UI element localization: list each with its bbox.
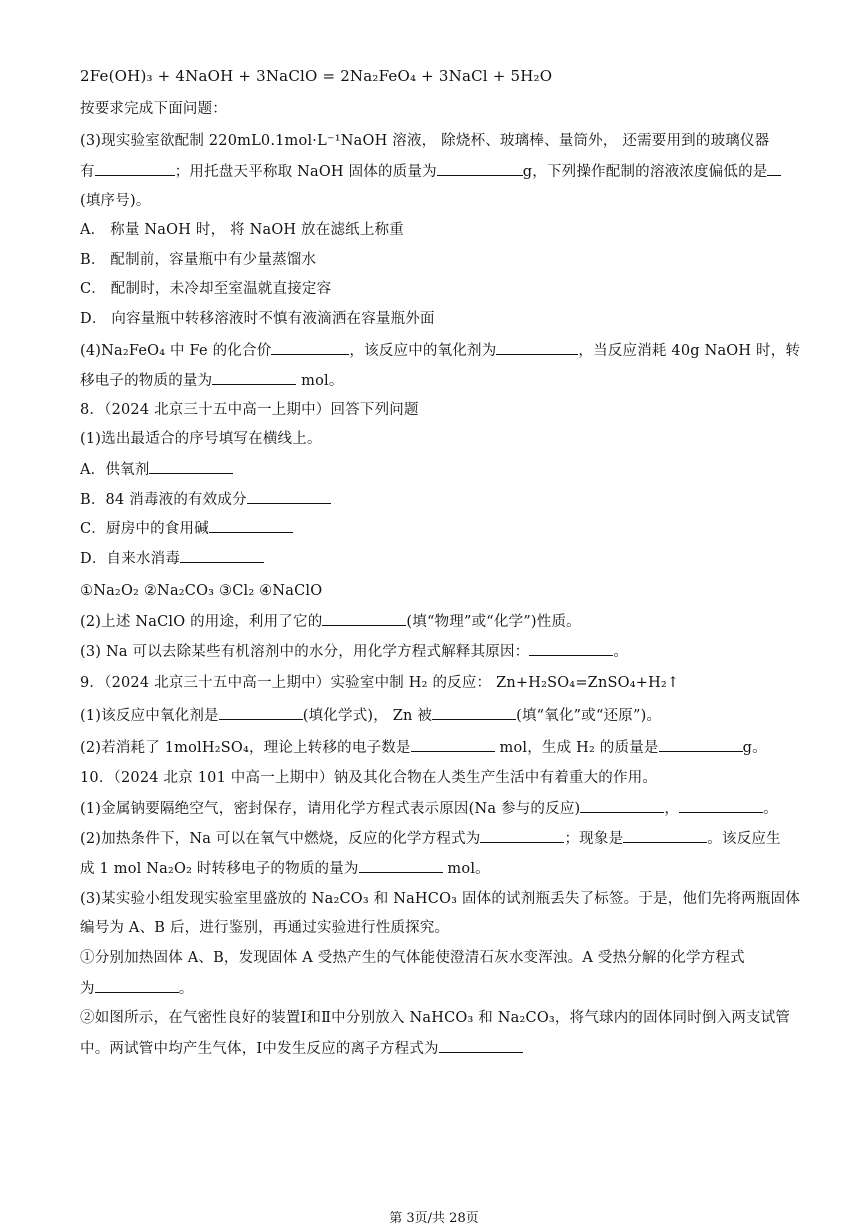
line-text: C． 配制时，未冷却至室温就直接定容 (80, 281, 332, 297)
line-text: ，当反应消耗 40g NaOH 时，转 (578, 343, 801, 359)
line-text: mol。 (442, 861, 490, 877)
line-text: B． 配制前，容量瓶中有少量蒸馏水 (80, 252, 317, 268)
answer-blank[interactable] (95, 978, 179, 993)
line-text: 。 (763, 801, 778, 817)
answer-blank[interactable] (679, 798, 763, 813)
text-line (80, 309, 435, 329)
line-text: ；现象是 (564, 831, 624, 847)
line-text: 10．（2024 北京 101 中高一上期中）钠及其化合物在人类生产生活中有着重大的作用。 (80, 770, 658, 786)
line-text: (3) Na 可以去除某些有机溶剂中的水分，用化学方程式解释其原因： (80, 644, 530, 660)
line-text: 。该反应生 (707, 831, 781, 847)
line-text: (2)若消耗了 1molH₂SO₄，理论上转移的电子数是 (80, 740, 411, 756)
answer-blank[interactable] (496, 340, 578, 355)
text-line (80, 250, 316, 270)
line-text: g，下列操作配制的溶液浓度偏低的是 (522, 164, 768, 180)
line-text: 2Fe(OH)₃ + 4NaOH + 3NaClO = 2Na₂FeO₄ + 3NaCl + 5H₂O (80, 67, 553, 85)
text-line (80, 611, 581, 632)
text-line (80, 673, 679, 693)
text-line (80, 581, 322, 601)
line-text: 按要求完成下面问题： (80, 101, 227, 117)
text-line (80, 518, 293, 539)
line-text: ；用托盘天平称取 NaOH 固体的质量为 (174, 164, 437, 180)
text-line (80, 768, 657, 788)
text-line (80, 370, 344, 391)
line-text: 有 (80, 164, 95, 180)
line-text: D．自来水消毒 (80, 551, 181, 567)
line-text: (1)选出最适合的序号填写在横线上。 (80, 431, 322, 447)
line-text: mol。 (296, 373, 344, 389)
text-line (80, 191, 151, 211)
answer-blank[interactable] (322, 611, 406, 626)
line-text: (填化学式)， Zn 被 (302, 708, 433, 724)
line-text: (2)上述 NaClO 的用途，利用了它的 (80, 614, 323, 630)
answer-blank[interactable] (432, 705, 516, 720)
line-text: (填“物理”或“化学”)性质。 (406, 614, 581, 630)
text-line (80, 279, 331, 299)
answer-blank[interactable] (219, 705, 303, 720)
line-text: 编号为 A、B 后，进行鉴别，再通过实验进行性质探究。 (80, 920, 450, 936)
text-line (80, 400, 419, 420)
answer-blank[interactable] (767, 161, 781, 176)
line-text: (填序号)。 (80, 193, 151, 209)
text-line (80, 948, 745, 968)
line-text: 中。两试管中均产生气体，Ⅰ中发生反应的离子方程式为 (80, 1041, 439, 1057)
text-line (80, 889, 800, 909)
line-text: mol，生成 H₂ 的质量是 (494, 740, 659, 756)
line-text: g。 (742, 740, 767, 756)
answer-blank[interactable] (580, 798, 664, 813)
line-text: (2)加热条件下，Na 可以在氧气中燃烧，反应的化学方程式为 (80, 831, 481, 847)
text-line (80, 1008, 790, 1028)
text-line (80, 1038, 523, 1059)
line-text: (3)现实验室欲配制 220mL0.1mol·L⁻¹NaOH 溶液， 除烧杯、玻璃棒、量筒外， 还需要用到的玻璃仪器 (80, 133, 770, 149)
line-text: A．供氧剂 (80, 462, 150, 478)
text-line (80, 99, 227, 119)
answer-blank[interactable] (437, 161, 523, 176)
line-text: ①Na₂O₂ ②Na₂CO₃ ③Cl₂ ④NaClO (80, 583, 323, 599)
line-text: 为 (80, 981, 95, 997)
text-line (80, 978, 193, 999)
answer-blank[interactable] (271, 340, 349, 355)
line-text: ，该反应中的氧化剂为 (349, 343, 497, 359)
answer-blank[interactable] (180, 548, 264, 563)
text-line (80, 641, 628, 662)
text-line (80, 131, 769, 151)
answer-blank[interactable] (659, 737, 743, 752)
line-text: (4)Na₂FeO₄ 中 Fe 的化合价 (80, 343, 272, 359)
text-line (80, 858, 490, 879)
answer-blank[interactable] (359, 858, 443, 873)
line-text: (3)某实验小组发现实验室里盛放的 Na₂CO₃ 和 NaHCO₃ 固体的试剂瓶丢失了标签。于是，他们先将两瓶固体 (80, 891, 801, 907)
line-text: ②如图所示，在气密性良好的装置Ⅰ和Ⅱ中分别放入 NaHCO₃ 和 Na₂CO₃，将气球内的固体同时倒入两支试管 (80, 1010, 791, 1026)
text-line (80, 459, 233, 480)
answer-blank[interactable] (411, 737, 495, 752)
answer-blank[interactable] (439, 1038, 523, 1053)
text-line (80, 918, 449, 938)
line-text: B．84 消毒液的有效成分 (80, 492, 247, 508)
line-text: A． 称量 NaOH 时， 将 NaOH 放在滤纸上称重 (80, 222, 404, 238)
text-line (80, 161, 781, 182)
text-line (80, 340, 800, 361)
line-text: ， (664, 801, 680, 817)
line-text: C．厨房中的食用碱 (80, 521, 209, 537)
answer-blank[interactable] (95, 161, 175, 176)
line-text: D． 向容量瓶中转移溶液时不慎有液滴洒在容量瓶外面 (80, 311, 435, 327)
line-text: 。 (178, 981, 194, 997)
line-text: 。 (613, 644, 629, 660)
answer-blank[interactable] (149, 459, 233, 474)
text-line (80, 489, 331, 510)
answer-blank[interactable] (529, 641, 613, 656)
text-line (80, 66, 552, 86)
line-text: 9．（2024 北京三十五中高一上期中）实验室中制 H₂ 的反应： Zn+H₂SO₄=ZnSO₄+H₂↑ (80, 675, 680, 691)
text-line (80, 828, 781, 849)
text-line (80, 705, 661, 726)
text-line (80, 429, 322, 449)
line-text: 成 1 mol Na₂O₂ 时转移电子的物质的量为 (80, 861, 359, 877)
line-text: 移电子的物质的量为 (80, 373, 213, 389)
answer-blank[interactable] (212, 370, 296, 385)
answer-blank[interactable] (209, 518, 293, 533)
answer-blank[interactable] (247, 489, 331, 504)
answer-blank[interactable] (480, 828, 564, 843)
line-text: (1)金属钠要隔绝空气，密封保存，请用化学方程式表示原因(Na 参与的反应) (80, 801, 581, 817)
text-line (80, 798, 778, 819)
answer-blank[interactable] (623, 828, 707, 843)
text-line (80, 220, 404, 240)
line-text: (填“氧化”或“还原”)。 (516, 708, 662, 724)
page-footer: 第 3页/共 28页 (389, 1211, 479, 1226)
text-line (80, 737, 767, 758)
line-text: (1)该反应中氧化剂是 (80, 708, 219, 724)
line-text: ①分别加热固体 A、B，发现固体 A 受热产生的气体能使澄清石灰水变浑浊。A 受热分解的化学方程式 (80, 950, 745, 966)
line-text: 8．（2024 北京三十五中高一上期中）回答下列问题 (80, 402, 419, 418)
text-line (80, 548, 264, 569)
